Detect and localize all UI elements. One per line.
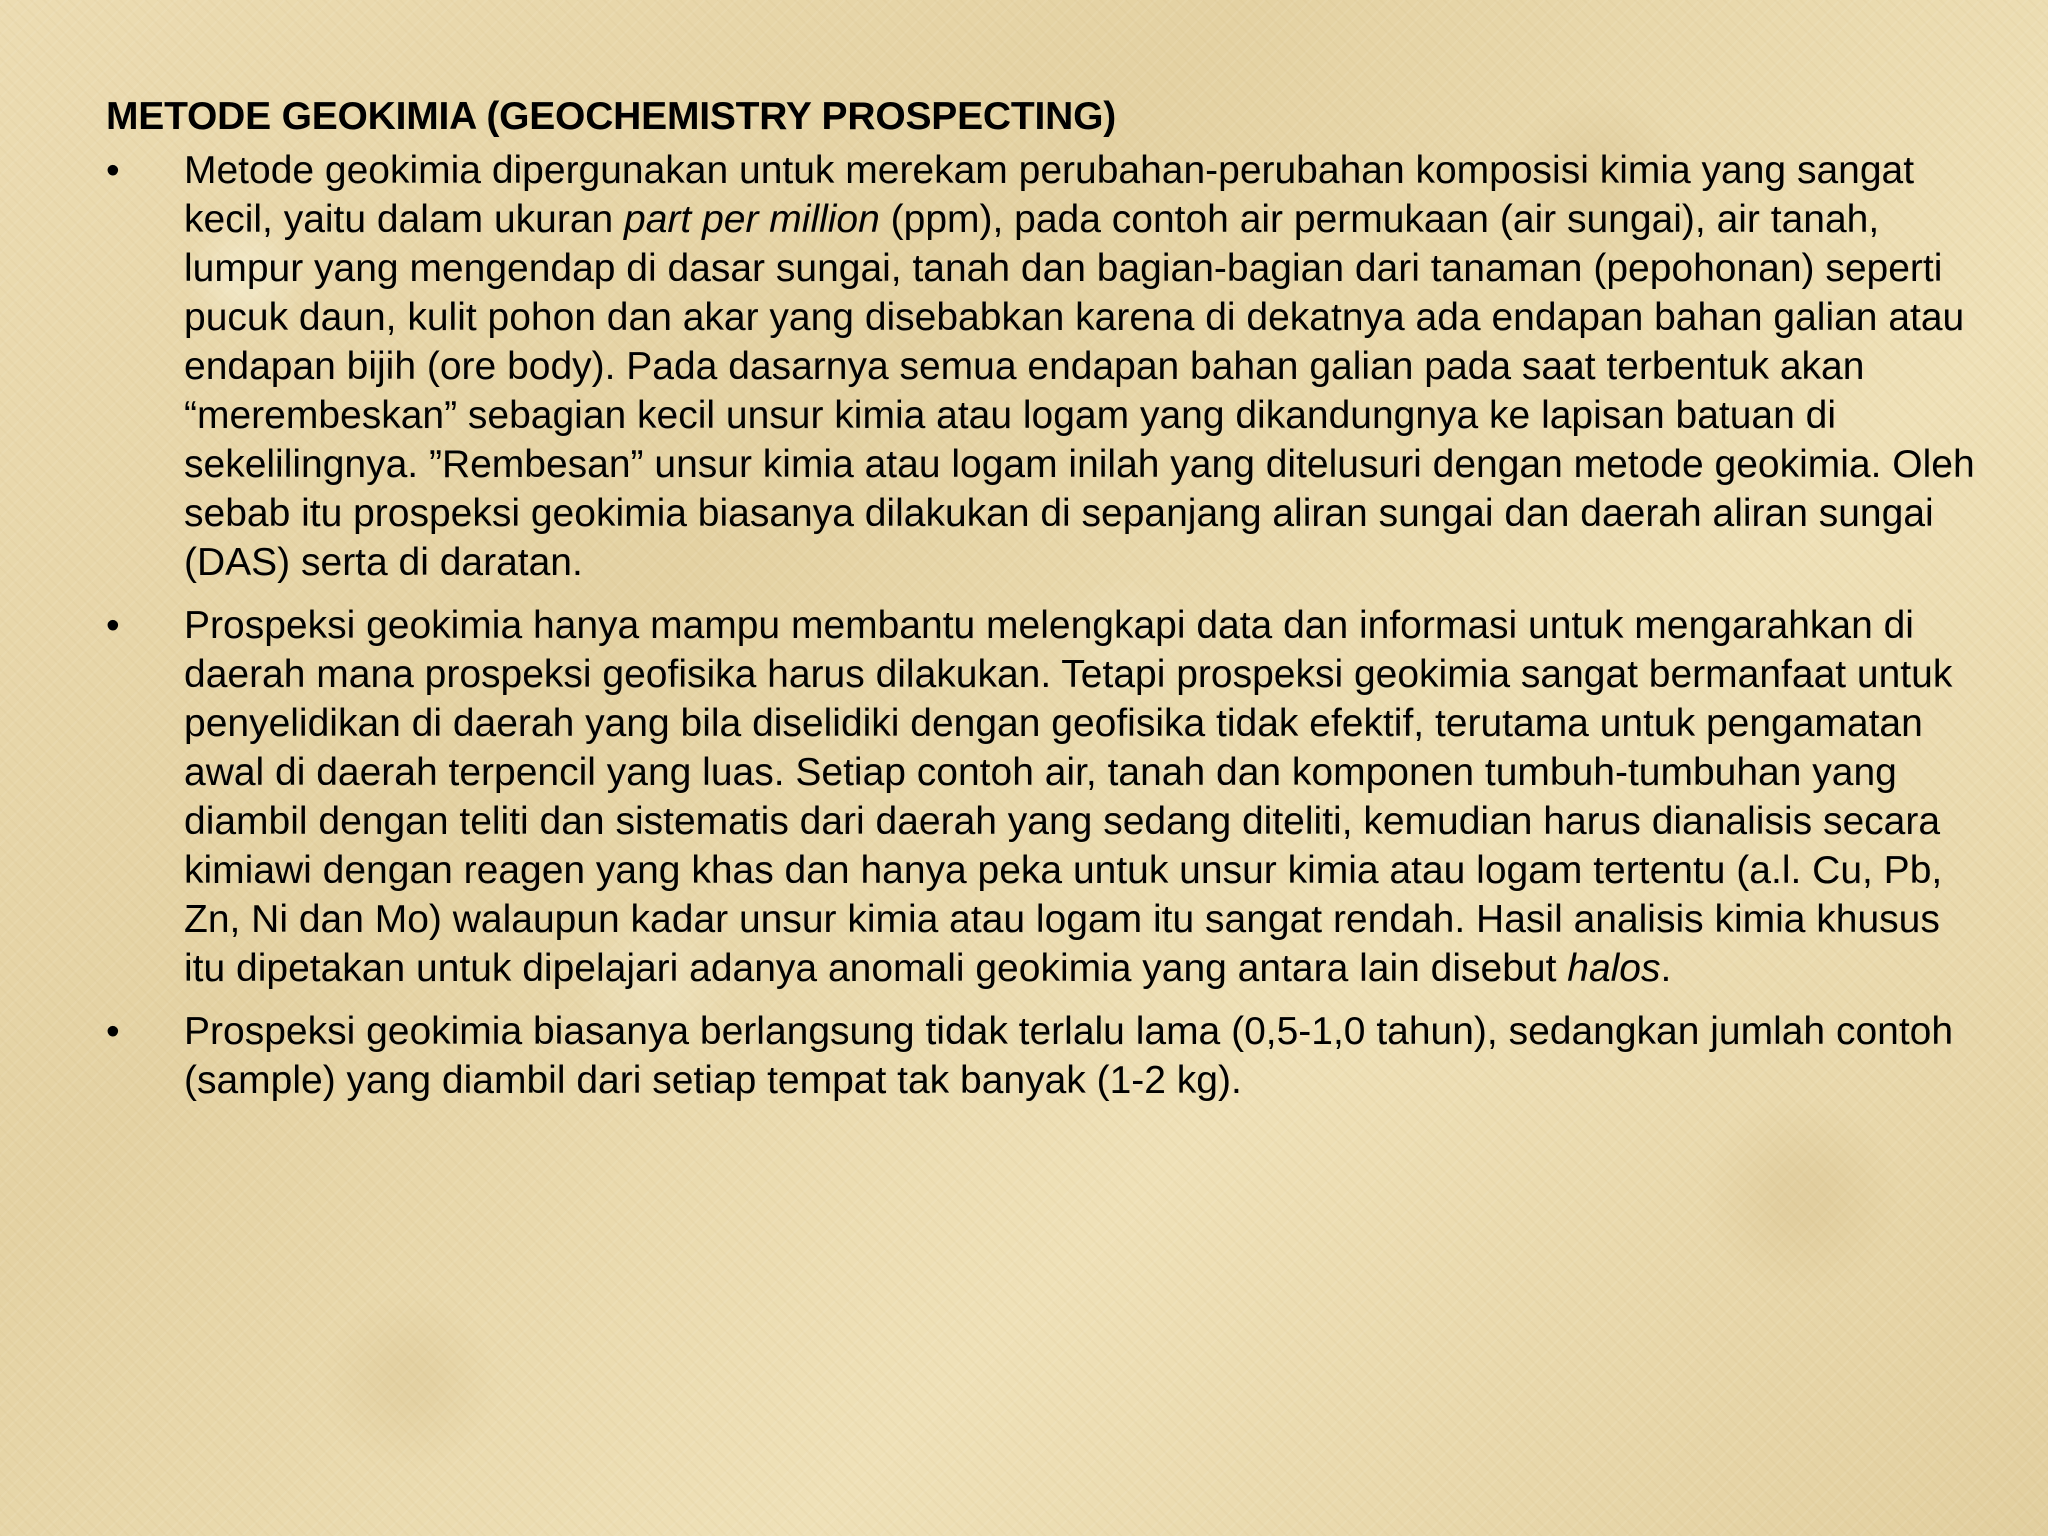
bullet-list: [106, 146, 1986, 1105]
bullet-item-2: [106, 601, 1986, 993]
bullet-item-3: [106, 1007, 1986, 1105]
paragraph-part: (ppm), pada contoh air permukaan (air sungai), air tanah, lumpur yang mengendap di dasar sungai, tanah dan bagian-bagian dari tanaman (pepohonan) seperti pucuk daun, kulit pohon dan akar yang disebabkan karena di dekatnya ada endapan bahan galian atau endapan bijih (ore body). Pada dasarnya semua endapan bahan galian pada saat terbentuk akan “merembeskan” sebagian kecil unsur kimia atau logam yang dikandungnya ke lapisan batuan di sekelilingnya. ”Rembesan” unsur kimia atau logam inilah yang ditelusuri dengan metode geokimia. Oleh sebab itu prospeksi geokimia biasanya dilakukan di sepanjang aliran sungai dan daerah aliran sungai (DAS) serta di daratan.: [184, 198, 1975, 584]
paragraph-text: [184, 601, 1986, 993]
bullet-icon: •: [106, 1010, 120, 1053]
paragraph-text: [184, 1007, 1986, 1105]
paragraph-italic: part per million: [624, 198, 880, 241]
bullet-icon: •: [106, 604, 120, 647]
paragraph-part: Metode geokimia dipergunakan untuk merekam perubahan-perubahan komposisi kimia yang sangat kecil, yaitu dalam ukuran: [184, 149, 1915, 241]
paragraph-text: [184, 146, 1986, 587]
bullet-icon: •: [106, 149, 120, 192]
paragraph-italic: halos: [1567, 947, 1661, 990]
paragraph-part: Prospeksi geokimia biasanya berlangsung tidak terlalu lama (0,5-1,0 tahun), sedangkan jumlah contoh (sample) yang diambil dari setiap tempat tak banyak (1-2 kg).: [184, 1010, 1954, 1102]
bullet-item-1: [106, 146, 1986, 587]
paragraph-part: .: [1660, 947, 1672, 990]
slide-title: METODE GEOKIMIA (GEOCHEMISTRY PROSPECTING): [106, 95, 1117, 138]
slide-content: [106, 94, 1986, 1119]
paragraph-part: Prospeksi geokimia hanya mampu membantu melengkapi data dan informasi untuk mengarahkan di daerah mana prospeksi geofisika harus dilakukan. Tetapi prospeksi geokimia sangat bermanfaat untuk penyelidikan di daerah yang bila diselidiki dengan geofisika tidak efektif, terutama untuk pengamatan awal di daerah terpencil yang luas. Setiap contoh air, tanah dan komponen tumbuh-tumbuhan yang diambil dengan teliti dan sistematis dari daerah yang sedang diteliti, kemudian harus dianalisis secara kimiawi dengan reagen yang khas dan hanya peka untuk unsur kimia atau logam tertentu (a.l. Cu, Pb, Zn, Ni dan Mo) walaupun kadar unsur kimia atau logam itu sangat rendah. Hasil analisis kimia khusus itu dipetakan untuk dipelajari adanya anomali geokimia yang antara lain disebut: [184, 604, 1953, 990]
